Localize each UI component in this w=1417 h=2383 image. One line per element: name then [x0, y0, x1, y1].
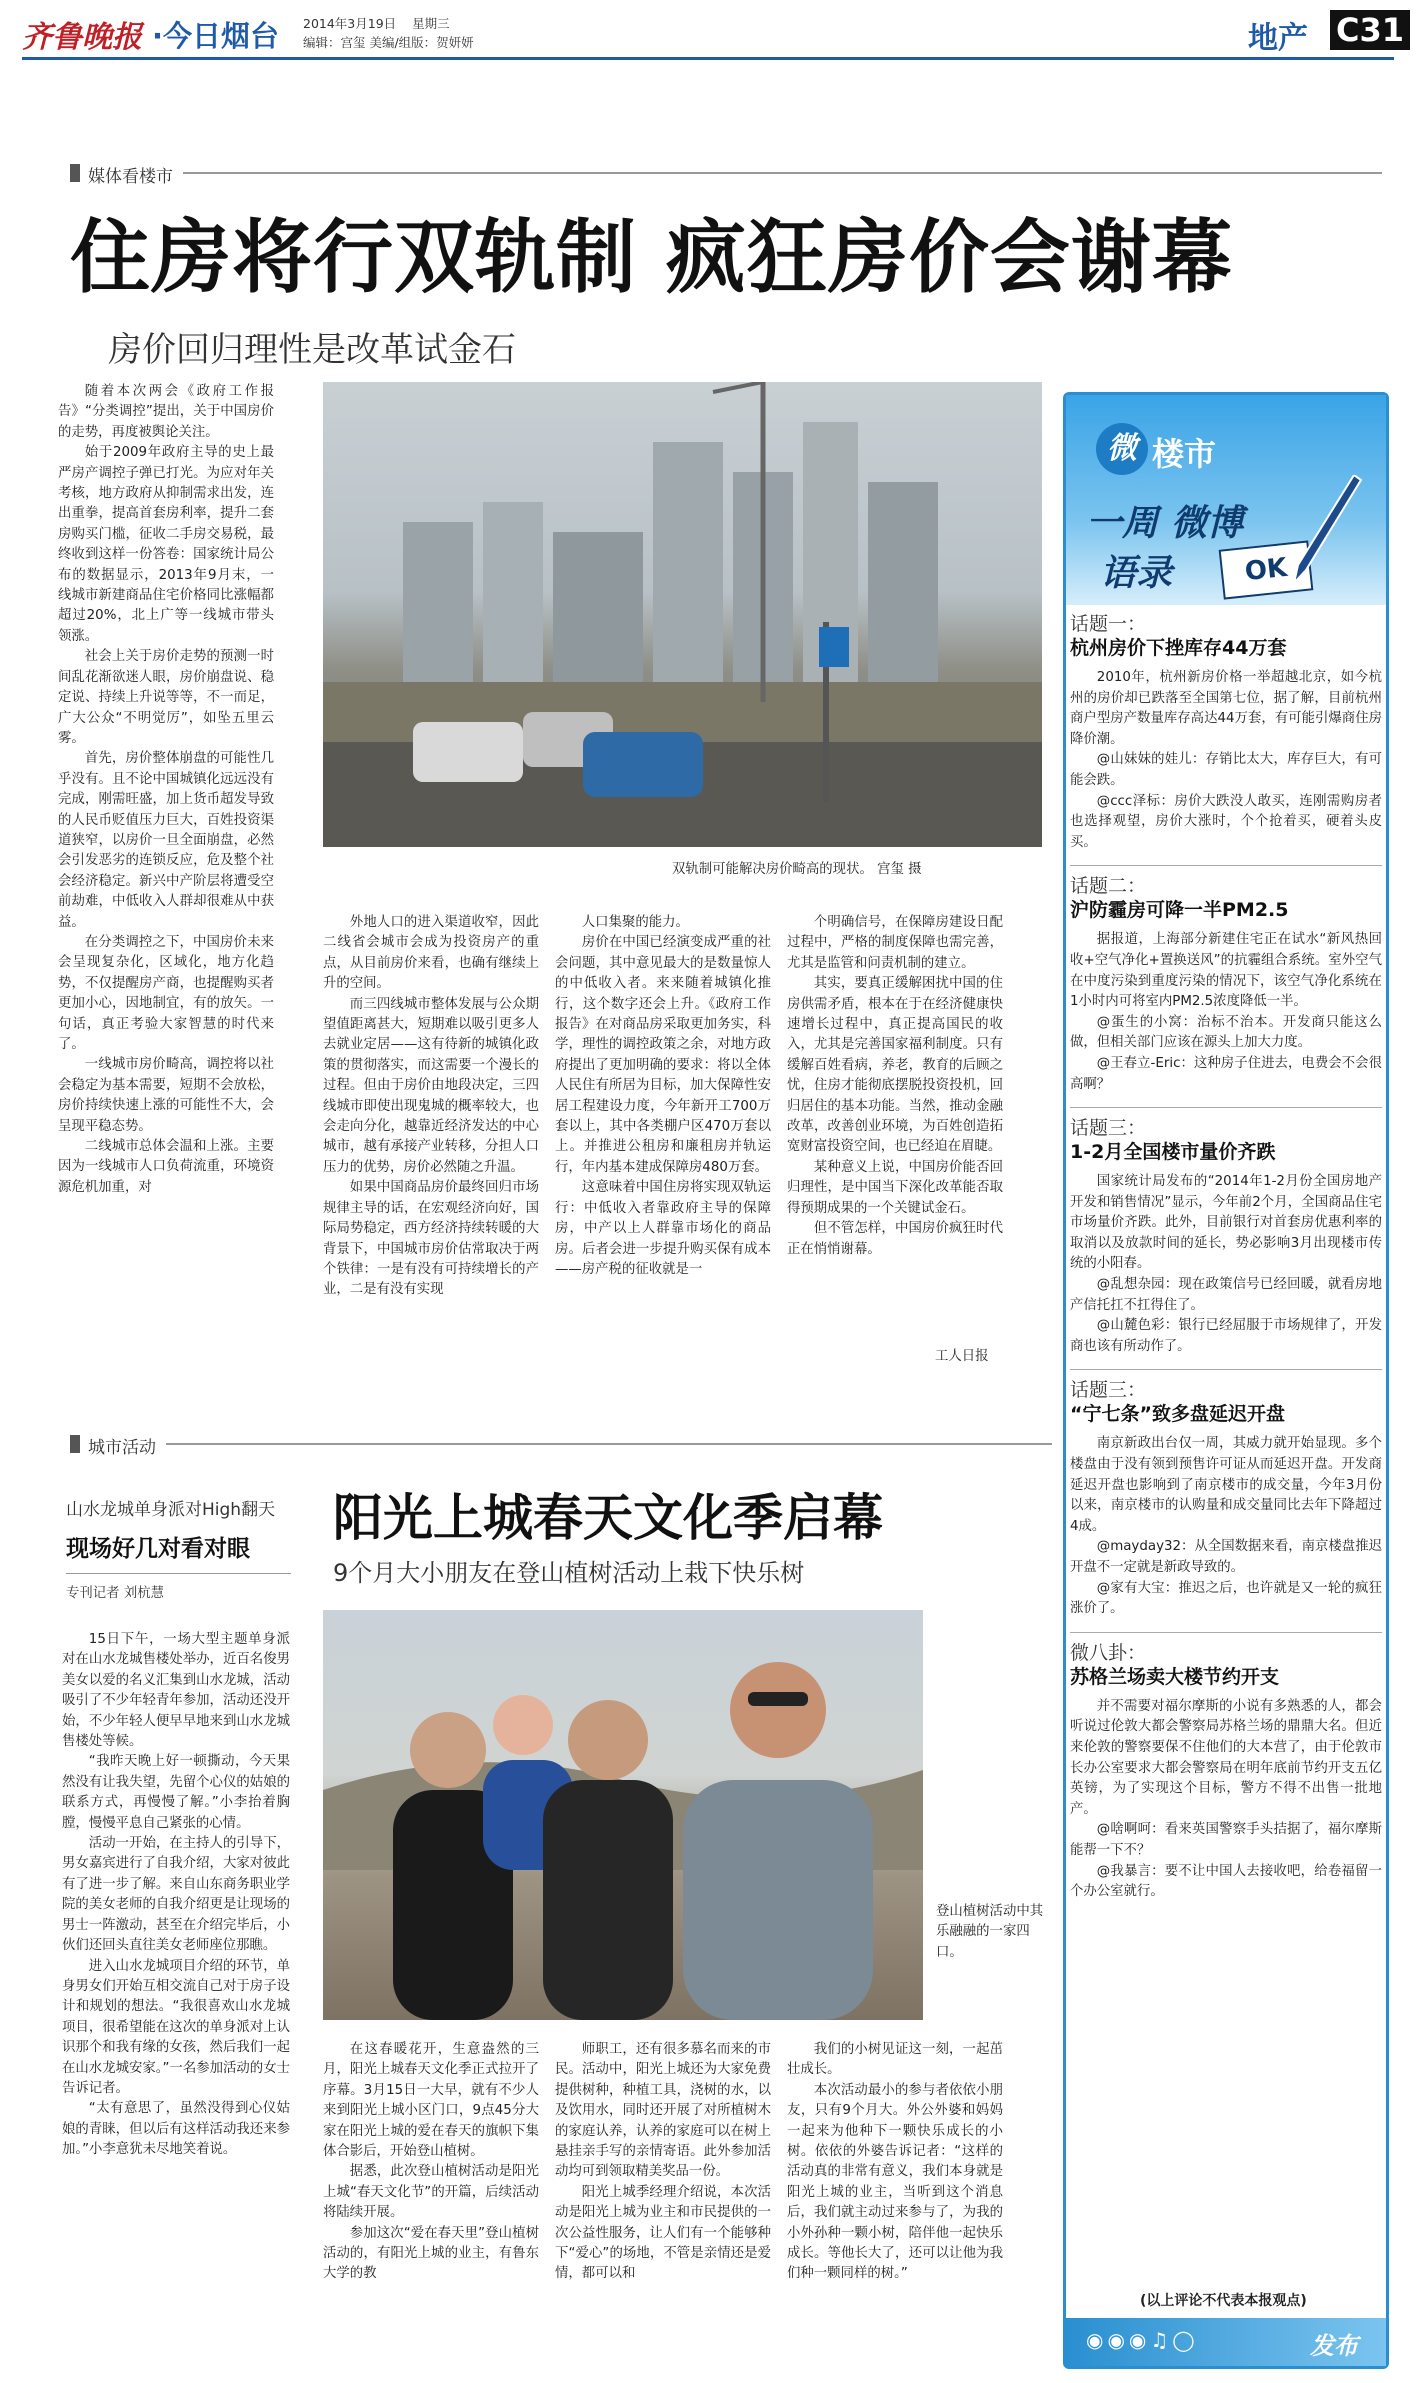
weibo-title-2: 微博	[1171, 503, 1244, 544]
weibo-ok-card: OK	[1219, 540, 1314, 599]
lead-col-2: 外地人口的进入渠道收窄，因此二线省会城市会成为投资房产的重点，从目前房价来看，也确有继续上升的空间。 而三四线城市整体发展与公众期望值距离甚大，短期难以吸引更多人去就业定居——这有待新的城镇化政策的贯彻落实，而这需要一个漫长的过程。但由于房价由地段决定，三四线城市即使出现鬼城的概率较大，也会走向分化，越靠近经济发达的中心城市，越有承接产业转移，分担人口压力的优势，房价必然随之升温。 如果中国商品房价最终回归市场规律主导的话，在宏观经济向好，国际局势稳定，西方经济持续转暖的大背景下，中国城市房价估常取决于两个铁律：一是有没有可持续增长的产业，二是有没有实现	[323, 915, 539, 1298]
lead-col-1: 随着本次两会《政府工作报告》“分类调控”提出，关于中国房价的走势，再度被舆论关注。 始于2009年政府主导的史上最严房产调控子弹已打光。为应对年关考核，地方政府从抑制需求出发，连出重拳，提高首套房利率，提升二套房购买门槛，征收二手房交易税，最终收到这样一份答卷：国家统计局公布的数据显示，2013年9月末，一线城市新建商品住宅价格同比涨幅都超过20%，北上广等一线城市带头领涨。 社会上关于房价走势的预测一时间乱花渐欲迷人眼，房价崩盘说、稳定说、持续上升说等等，不一而足，广大公众“不明觉厉”，如坠五里云雾。 首先，房价整体崩盘的可能性几乎没有。且不论中国城镇化远远没有完成，刚需旺盛，加上货币超发导致的人民币贬值压力巨大，百姓投资渠道狭窄，以房价一旦全面崩盘，必然会引发恶劣的连锁反应，危及整个社会经济稳定。新兴中产阶层将遭受空前劫难，中低收入人群却很难从中获益。 在分类调控之下，中国房价未来会呈现复杂化，区域化，地方化趋势，不仅提醒房产商，也提醒购买者更加小心，因地制宜，有的放矢。一句话，真正考验大家智慧的时代来了。 一线城市房价畸高，调控将以社会稳定为基本需要，短期不会放松，房价持续快速上涨的可能性不大，会呈现平稳态势。 二线城市总体会温和上涨。主要因为一线城市人口负荷流重，环境资源危机加重，对	[58, 384, 274, 1195]
lead-source: 工人日报	[935, 1349, 989, 1364]
weibo-disclaimer: (以上评论不代表本报观点)	[1140, 2293, 1307, 2309]
second-top-rule	[70, 1443, 1052, 1445]
topic-1: 话题一： 杭州房价下挫库存44万套 2010年，杭州新房价格一举超越北京，如今杭州的房价却已跌落至全国第七位，据了解，目前杭州商户型房产数量库存高达44万套，有可能引爆商住房降价潮。 @山妹妹的娃儿：存销比太大，库存巨大，有可能会跌。 @ccc泽标：房价大跌没人敢买，连刚需购房者也选择观望，房价大涨时，个个抢着买，硬着头皮买。	[1070, 613, 1382, 850]
second-col-1: 在这春暖花开，生意盎然的三月，阳光上城春天文化季正式拉开了序幕。3月15日一大早，就有不少人来到阳光上城小区门口，9点45分大家在阳光上城的爱在春天的旗帜下集体合影后，开始登山植树。 据悉，此次登山植树活动是阳光上城“春天文化节”的开篇，后续活动将陆续开展。 参加这次“爱在春天里”登山植树活动的，有阳光上城的业主，有鲁东大学的教	[323, 2042, 539, 2282]
page-number: C31	[1330, 10, 1410, 50]
weibo-topics	[1070, 612, 1382, 2322]
weibo-footer-label: 发布	[1310, 2332, 1358, 2360]
lead-photo	[323, 382, 1042, 847]
issue-date: 2014年3月19日 星期三	[303, 16, 450, 31]
lead-col-4: 个明确信号，在保障房建设日配过程中，严格的制度保障也需完善，尤其是监管和问责机制的建立。 其实，要真正缓解困扰中国的住房供需矛盾，根本在于在经济健康快速增长过程中，真正提高国民的收入，尤其是完善国家福利制度。只有缓解百姓看病，养老，教育的后顾之忧，住房才能彻底摆脱投资投机，回归居住的基本功能。当然，推动金融改革，改善创业环境，为百姓创造拓宽财富投资空间，也已经迫在眉睫。 某种意义上说，中国房价能否回归理性，是中国当下深化改革能否取得预期成果的一个关键试金石。 但不管怎样，中国房价疯狂时代正在悄悄谢幕。	[787, 915, 1003, 1257]
event-body: 15日下午，一场大型主题单身派对在山水龙城售楼处举办，近百名俊男美女以爱的名义汇集到山水龙城，活动吸引了不少年轻青年参加，活动还没开始，不少年轻人便早早地来到山水龙城售楼处等候。 “我昨天晚上好一顿撕动，今天果然没有让我失望，先留个心仪的姑娘的联系方式，再慢慢了解。”小李抬着胸膛，慢慢平息自己紧张的心情。 活动一开始，在主持人的引导下，男女嘉宾进行了自我介绍，大家对彼此有了进一步了解。来自山东商务职业学院的美女老师的自我介绍更是让现场的男士一阵激动，甚至在介绍完毕后，小伙们还回头直往美女老师座位那瞧。 进入山水龙城项目介绍的环节，单身男女们开始互相交流自己对于房子设计和规划的想法。“我很喜欢山水龙城项目，很希望能在这次的单身派对上认识那个和我有缘的女孩，然后我们一起在山水龙城安家。”一名参加活动的女士告诉记者。 “太有意思了，虽然没得到心仪姑娘的青睐，但以后有这样活动我还来参加。”小李意犹未尽地笑着说。	[62, 1632, 290, 2158]
header-rule	[22, 57, 1394, 60]
weibo-banner	[1066, 395, 1386, 605]
event-title: 现场好几对看对眼	[66, 1536, 250, 1562]
section-tag: 媒体看楼市	[70, 162, 183, 187]
weibo-title-1: 一周	[1086, 503, 1159, 544]
masthead-brand: 齐鲁晚报	[22, 20, 142, 55]
share-icons: ◉◉◉♫◯	[1086, 2328, 1199, 2352]
topic-4: 话题三： “宁七条”致多盘延迟开盘 南京新政出台仅一周，其威力就开始显现。多个楼盘由于没有领到预售许可证从而延迟开盘。开发商延迟开盘也影响到了南京楼市的成交量，今年3月份以来，南京楼市的认购量和成交量同比去年下降超过4成。 @mayday32：从全国数据来看，南京楼盘推迟开盘不一定就是新政导致的。 @家有大宝：推迟之后，也许就是又一轮的疯狂涨价了。	[1070, 1379, 1382, 1617]
page-category: 地产	[1248, 21, 1308, 56]
topic-2: 话题二： 沪防霾房可降一半PM2.5 据报道，上海部分新建住宅正在试水“新风热回收+空气净化+置换送风”的抗霾组合系统。室外空气在中度污染到重度污染的情况下，该空气净化系统在1小时内可将室内PM2.5浓度降低一半。 @蛋生的小窝：治标不治本。开发商只能这么做，但相关部门应该在源头上加大力度。 @王春立-Eric：这种房子住进去，电费会不会很高啊？	[1070, 875, 1382, 1092]
weibo-footer	[1066, 2318, 1386, 2366]
pen-icon	[1266, 475, 1376, 595]
event-byline: 专刊记者 刘杭慧	[66, 1586, 164, 1601]
weibo-badge: 微	[1096, 423, 1148, 475]
event-rule	[66, 1573, 291, 1574]
lead-headline: 住房将行双轨制 疯狂房价会谢幕	[70, 211, 1233, 304]
lead-photo-caption: 双轨制可能解决房价畸高的现状。 宫玺 摄	[672, 862, 922, 877]
weibo-title-3: 语录	[1100, 553, 1173, 594]
lead-subhead: 房价回归理性是改革试金石	[108, 330, 516, 370]
weibo-brand-text: 楼市	[1152, 435, 1217, 473]
event-kicker: 山水龙城单身派对High翻天	[66, 1500, 276, 1520]
lead-top-rule	[70, 172, 1382, 174]
topic-5: 微八卦： 苏格兰场卖大楼节约开支 并不需要对福尔摩斯的小说有多熟悉的人，都会听说过伦敦大都会警察局苏格兰场的鼎鼎大名。但近来伦敦的警察要保不住他们的大本营了，由于伦敦市长办公室要求大都会警察局在明年底前节约开支五亿英镑，为了实现这个目标，警方不得不出售一批地产。 @啥啊呵：看来英国警察手头拮据了，福尔摩斯能帮一下不？ @我暴言：要不让中国人去接收吧，给卷福留一个办公室就行。	[1070, 1641, 1382, 1900]
second-col-3: 我们的小树见证这一刻，一起茁壮成长。 本次活动最小的参与者依依小朋友，只有9个月大。外公外婆和妈妈一起来为他种下一颗快乐成长的小树。依依的外婆告诉记者：“这样的活动真的非常有意义，我们本身就是阳光上城的业主，当听到这个消息后，我们就主动过来参与了，为我的小外孙种一颗小树，陪伴他一起快乐成长。等他长大了，还可以让他为我们种一颗同样的树。”	[787, 2042, 1003, 2282]
city-event-tag: 城市活动	[70, 1433, 166, 1458]
second-subhead: 9个月大小朋友在登山植树活动上栽下快乐树	[333, 1559, 805, 1587]
second-photo-caption: 登山植树活动中其乐融融的一家四口。	[936, 1904, 1044, 1960]
topic-3: 话题三： 1-2月全国楼市量价齐跌 国家统计局发布的“2014年1-2月份全国房地产开发和销售情况”显示，今年前2个月，全国商品住宅市场量价齐跌。此外，目前银行对首套房优惠利率的取消以及放款时间的延长，势必影响3月出现楼市传统的小阳春。 @乱想杂园：现在政策信号已经回暖，就看房地产信托扛不扛得住了。 @山麓色彩：银行已经屈服于市场规律了，开发商也该有所动作了。	[1070, 1117, 1382, 1354]
second-photo	[323, 1610, 923, 2020]
lead-col-3: 人口集聚的能力。 房价在中国已经演变成严重的社会问题，其中意见最大的是数量惊人的中低收入者。来来随着城镇化推行，这个数字还会上升。《政府工作报告》在对商品房采取更加务实，科学，理性的调控政策之余，对地方政府提出了更加明确的要求：将以全体人民住有所居为目标，加大保障性安居工程建设力度，今年新开工700万套以上，其中各类棚户区470万套以上。并推进公租房和廉租房并轨运行，年内基本建成保障房480万套。 这意味着中国住房将实现双轨运行：中低收入者靠政府主导的保障房，中产以上人群靠市场化的商品房。后者会进一步提升购买保有成本——房产税的征收就是一	[555, 915, 771, 1277]
editors-line: 编辑：宫玺 美编/组版：贺妍妍	[303, 35, 474, 50]
masthead-section: ·今日烟台	[152, 19, 280, 53]
second-col-2: 师职工，还有很多慕名而来的市民。活动中，阳光上城还为大家免费提供树种，种植工具，浇树的水，以及饮用水，同时还开展了对所植树木的家庭认养，认养的家庭可以在树上悬挂亲手写的亲情寄语。此外参加活动均可到领取精美奖品一份。 阳光上城季经理介绍说，本次活动是阳光上城为业主和市民提供的一次公益性服务，让人们有一个能够种下“爱心”的场地，不管是亲情还是爱情，都可以和	[555, 2042, 771, 2282]
second-headline: 阳光上城春天文化季启幕	[333, 1489, 883, 1547]
